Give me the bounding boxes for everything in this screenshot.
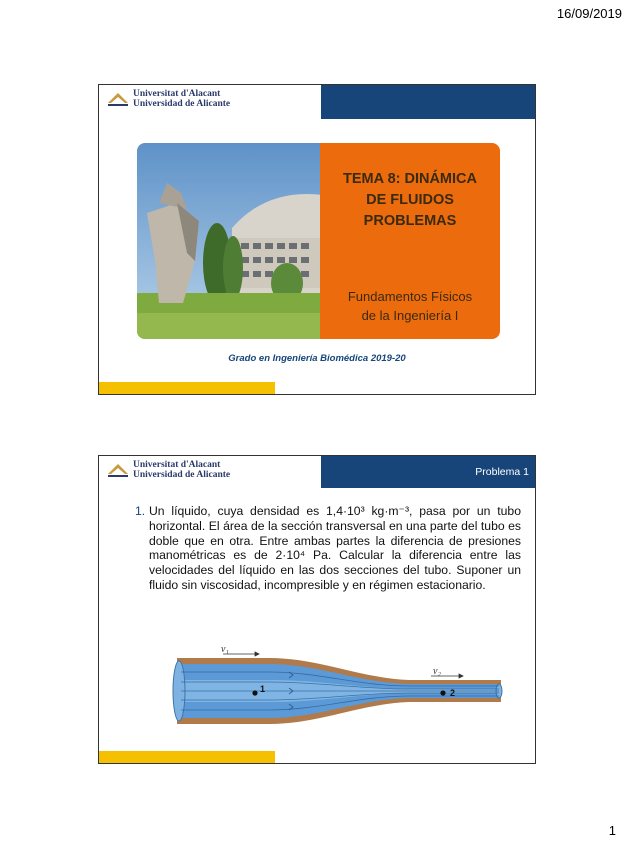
- course-name: [320, 287, 500, 325]
- university-logo: [107, 89, 230, 109]
- title-line: PROBLEMAS: [363, 213, 457, 229]
- title-panel: [320, 143, 500, 339]
- subtitle-line: de la Ingeniería I: [361, 308, 459, 323]
- pipe-flow-diagram: [169, 650, 509, 730]
- footer-yellow-bar: [99, 751, 275, 763]
- velocity-1-label: v₁: [221, 644, 229, 655]
- university-emblem-icon: [107, 460, 129, 480]
- page-number: 1: [608, 823, 616, 838]
- header-blue-bar: [321, 456, 535, 488]
- slide-problem-1: [98, 455, 536, 764]
- slide-header: [99, 85, 535, 117]
- title-line: TEMA 8: DINÁMICA: [343, 171, 477, 187]
- university-emblem-icon: [107, 89, 129, 109]
- point-1-label: 1: [260, 684, 266, 694]
- slide-header-title: Problema 1: [475, 466, 529, 478]
- logo-line-1: Universitat d'Alacant: [133, 460, 221, 470]
- logo-line-2: Universidad de Alicante: [133, 470, 231, 480]
- slide-title-text: [320, 169, 500, 232]
- point-2-label: 2: [450, 688, 456, 698]
- university-logo: [107, 460, 230, 480]
- campus-sculpture-image: [137, 143, 323, 339]
- title-line: DE FLUIDOS: [366, 192, 454, 208]
- logo-line-1: Universitat d'Alacant: [133, 89, 221, 99]
- footer-yellow-bar: [99, 382, 275, 394]
- page-date: 16/09/2019: [556, 6, 622, 21]
- problem-text: Un líquido, cuya densidad es 1,4·10³ kg·m⁻³, pasa por un tubo horizontal. El área de la sección transversal en una parte del tubo es doble que en otra. Entre ambas partes la diferencia de presiones manométricas es de 2·10⁴ Pa. Calcular la diferencia entre las velocidades del líquido en las dos secciones del tubo. Suponer un fluido sin viscosidad, incompresible y en régimen estacionario.: [149, 504, 521, 592]
- campus-photo: [137, 143, 323, 339]
- logo-line-2: Universidad de Alicante: [133, 99, 231, 109]
- header-blue-bar: [321, 85, 535, 119]
- degree-label: Grado en Ingeniería Biomédica 2019-20: [228, 353, 406, 364]
- slide-header: [99, 456, 535, 488]
- problem-number: 1.: [135, 504, 146, 518]
- problem-statement: [135, 504, 521, 593]
- velocity-2-label: v₂: [433, 666, 441, 677]
- subtitle-line: Fundamentos Físicos: [347, 289, 473, 304]
- slide-title: [98, 84, 536, 395]
